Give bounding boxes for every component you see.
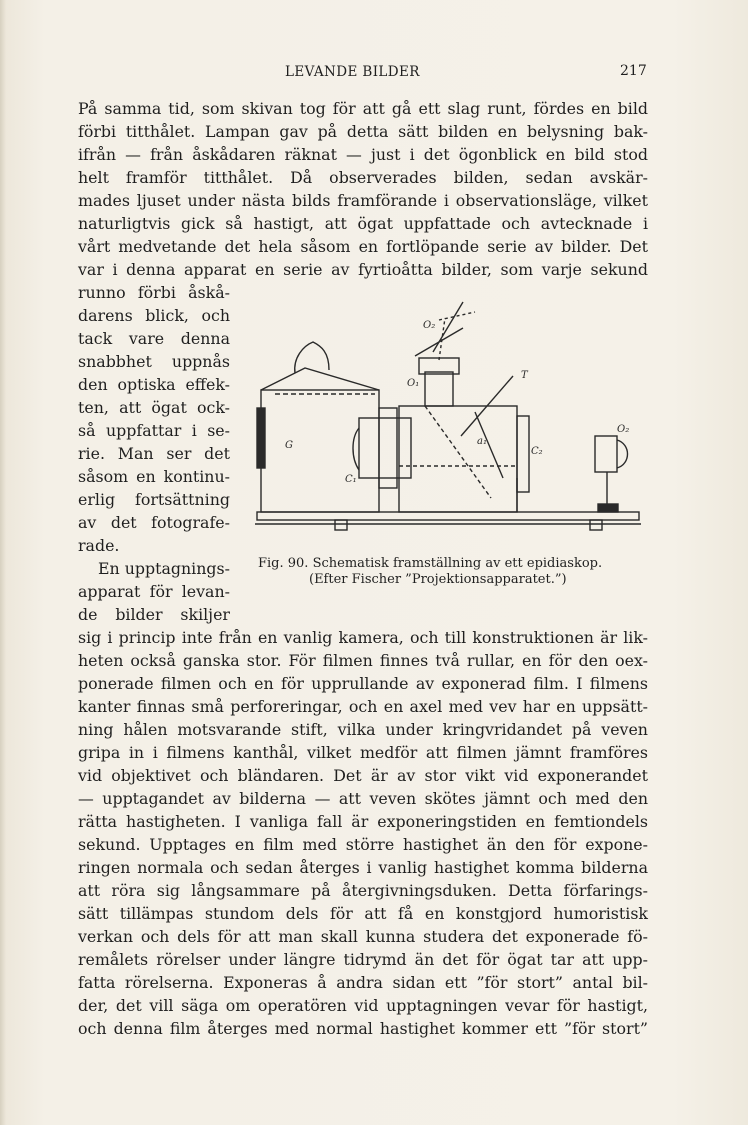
text-line: verkan och dels för att man skall kunna studera det exponerade fö-: [78, 927, 648, 946]
label-g: G: [285, 440, 293, 451]
text-line: kanter finnas små perforeringar, och en axel med vev har en uppsätt-: [78, 697, 648, 716]
text-line: snabbhet uppnås: [78, 352, 230, 371]
text-line: ten, att ögat ock-: [78, 398, 230, 417]
text-line: så uppfattar i se-: [78, 421, 230, 440]
text-line: den optiska effek-: [78, 375, 230, 394]
text-line: vid objektivet och bländaren. Det är av stor vikt vid exponerandet: [78, 766, 648, 785]
text-line: remålets rörelser under längre tidrymd än det för ögat tar att upp-: [78, 950, 648, 969]
text-line: rie. Man ser det: [78, 444, 230, 463]
text-line: gripa in i filmens kanthål, vilket medför att filmen jämnt framföres: [78, 743, 648, 762]
text-line: ponerade filmen och en för upprullande av exponerad film. I filmens: [78, 674, 648, 693]
text-line: rade.: [78, 536, 120, 555]
text-line: de bilder skiljer: [78, 605, 230, 624]
chimney: [295, 342, 329, 373]
text-line: ifrån — från åskådaren räknat — just i det ögonblick en bild stod: [78, 145, 648, 164]
text-line: darens blick, och: [78, 306, 230, 325]
label-c1: C₁: [345, 474, 357, 485]
label-o1: O₁: [407, 378, 420, 389]
side-lamp: [595, 436, 617, 472]
figure-caption-source: (Efter Fischer ”Projektionsapparatet.”): [309, 572, 567, 587]
text-line: apparat för levan-: [78, 582, 230, 601]
text-line: såsom en kontinu-: [78, 467, 230, 486]
text-line: sätt tillämpas stundom dels för att få en konstgjord humoristisk: [78, 904, 648, 923]
text-line: mades ljuset under nästa bilds framförande i observationsläge, vilket: [78, 191, 648, 210]
text-line: — upptagandet av bilderna — att veven skötes jämnt och med den: [78, 789, 648, 808]
running-head: LEVANDE BILDER: [285, 64, 420, 80]
epidiascope-diagram: [255, 298, 645, 548]
text-line: vårt medvetande det hela såsom en fortlöpande serie av bilder. Det: [78, 237, 648, 256]
text-line: tack vare denna: [78, 329, 230, 348]
label-o3: O₂: [617, 424, 630, 435]
text-line: sekund. Upptages en film med större hastighet än den för expone-: [78, 835, 648, 854]
text-line: En upptagnings-: [98, 559, 230, 578]
label-a1: a₁: [477, 436, 487, 447]
text-line: runno förbi åskå-: [78, 283, 230, 302]
condenser-box: [399, 406, 517, 512]
text-line: ringen normala och sedan återges i vanlig hastighet komma bilderna: [78, 858, 648, 877]
text-line: erlig fortsättning: [78, 490, 230, 509]
text-line: rätta hastigheten. I vanliga fall är exponeringstiden en femtiondels: [78, 812, 648, 831]
text-line: att röra sig långsammare på återgivningsduken. Detta förfarings-: [78, 881, 648, 900]
page-edge-shadow: [0, 0, 6, 1125]
label-t: T: [521, 370, 528, 381]
lens-tube: [359, 418, 411, 478]
text-line: naturligtvis gick så hastigt, att ögat uppfattade och avtecknade i: [78, 214, 648, 233]
label-c2: C₂: [531, 446, 543, 457]
text-line: helt framför titthålet. Då observerades bilden, sedan avskär-: [78, 168, 648, 187]
text-line: av det fotografe-: [78, 513, 230, 532]
text-line: och denna film återges med normal hastighet kommer ett ”för stort”: [78, 1019, 648, 1038]
upper-lens: [425, 372, 453, 406]
base-rail: [257, 512, 639, 520]
text-line: heten också ganska stor. För filmen finnes två rullar, en för den oex-: [78, 651, 648, 670]
text-line: var i denna apparat en serie av fyrtioåtta bilder, som varje sekund: [78, 260, 648, 279]
text-line: På samma tid, som skivan tog för att gå ett slag runt, fördes en bild: [78, 99, 648, 118]
text-line: förbi titthålet. Lampan gav på detta sätt bilden en belysning bak-: [78, 122, 648, 141]
text-line: fatta rörelserna. Exponeras å andra sidan ett ”för stort” antal bil-: [78, 973, 648, 992]
figure-caption: Fig. 90. Schematisk framställning av ett epidiaskop.: [258, 556, 603, 571]
page-number: 217: [620, 63, 647, 79]
label-o2: O₂: [423, 320, 436, 331]
text-line: der, det vill säga om operatören vid upptagningen vevar för hastigt,: [78, 996, 648, 1015]
lamp-housing: [261, 390, 379, 512]
text-line: sig i princip inte från en vanlig kamera, och till konstruktionen är lik-: [78, 628, 648, 647]
text-line: ning hålen motsvarande stift, vilka under kringvridandet på veven: [78, 720, 648, 739]
